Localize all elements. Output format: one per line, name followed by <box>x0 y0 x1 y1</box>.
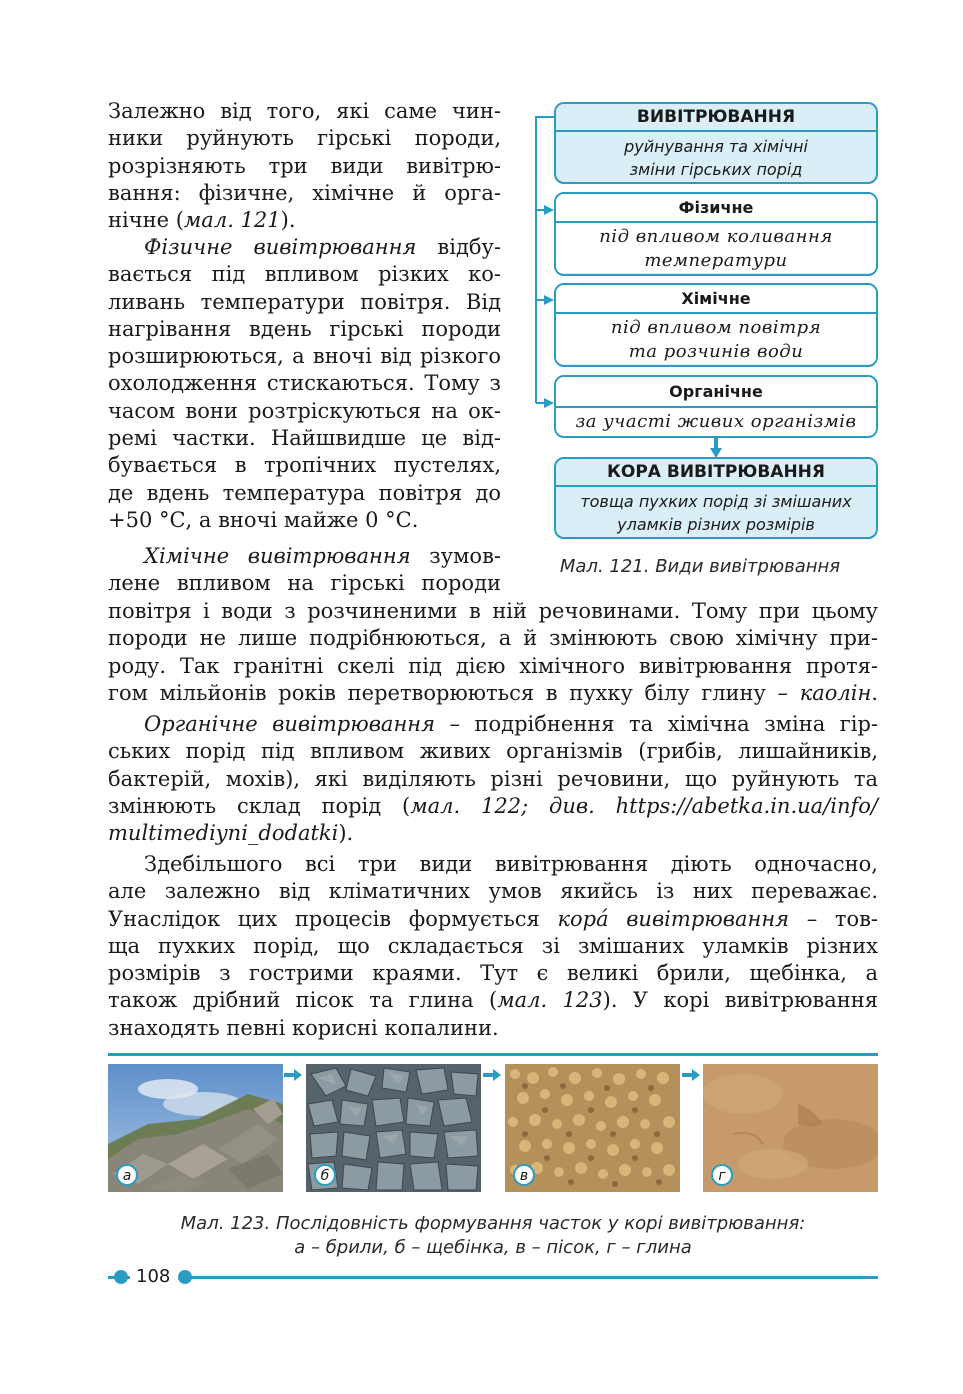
text-line: вається під впливом різких ко- <box>108 262 501 287</box>
page-footer <box>108 1268 878 1288</box>
text-line: Хімічне вивітрювання зумов- <box>144 544 501 568</box>
text-line: охолодження стискаються. Тому з <box>108 371 501 396</box>
box-weathering <box>554 102 878 184</box>
photo-boulders <box>108 1064 283 1192</box>
text-line: часом вони розтріскуються на ок- <box>108 398 501 423</box>
text-line: гом мільйонів років перетворюються в пухку білу глину – каолін. <box>108 680 878 705</box>
weathering-diagram <box>530 100 880 540</box>
term-organic-weathering: Органічне вивітрювання <box>144 712 436 736</box>
text-line: породи не лише подрібнюються, а й змінюють свою хімічну при- <box>108 626 878 651</box>
photo-label: б <box>314 1164 336 1186</box>
chemical-weathering-paragraph-cont <box>108 598 878 707</box>
intro-paragraph <box>108 98 501 234</box>
box-title: Органічне <box>556 377 876 406</box>
footer-dot-icon <box>114 1270 128 1284</box>
arrow-right-icon <box>284 1068 304 1082</box>
text-line: але залежно від кліматичних умов якийсь із них переважає. <box>108 879 878 904</box>
photo-label: а <box>116 1164 138 1186</box>
term-physical-weathering: Фізичне вивітрювання <box>144 235 417 259</box>
text-line: також дрібний пісок та глина (мал. 123). У корі вивітрювання <box>108 988 878 1013</box>
text-line: ники руйнують гірські породи, <box>108 126 501 151</box>
text-line: змінюють склад порід (мал. 122; див. https://abetka.in.ua/info/ <box>108 793 878 818</box>
photo-label: в <box>513 1164 535 1186</box>
organic-weathering-paragraph <box>108 711 878 847</box>
chemical-weathering-paragraph-start <box>108 543 501 598</box>
text-line: розмірів з гострими краями. Тут є великі брили, щебінка, а <box>108 961 878 986</box>
link-multimedia[interactable]: multimediyni_dodatki <box>108 821 339 846</box>
text-line: лене впливом на гірські породи <box>108 571 501 596</box>
box-title: КОРА ВИВІТРЮВАННЯ <box>556 459 876 485</box>
text-line: вання: фізичне, хімічне й орга- <box>108 180 501 205</box>
term-weathering-crust: кора́ вивітрювання <box>557 906 790 931</box>
section-divider <box>108 1053 878 1056</box>
figure-reference: мал. 123 <box>497 988 603 1013</box>
box-desc: товща пухких порід зі змішаних <box>580 492 852 511</box>
box-desc: температури <box>644 250 788 271</box>
photo-clay <box>703 1064 878 1192</box>
text-line: ливань температури повітря. Від <box>108 289 501 314</box>
caption-line: Мал. 123. Послідовність формування часток у корі вивітрювання: <box>180 1213 806 1234</box>
photo-label: г <box>711 1164 733 1186</box>
text-line: Залежно від того, які саме чин- <box>108 99 501 123</box>
box-desc: та розчинів води <box>628 341 804 362</box>
box-desc: під впливом повітря <box>610 317 822 338</box>
arrow-right-icon <box>682 1068 702 1082</box>
box-title: Хімічне <box>556 285 876 312</box>
arrow-right-icon <box>544 205 554 215</box>
box-title: ВИВІТРЮВАННЯ <box>556 104 876 130</box>
text-line: бактерій, мохів), які виділяють різні речовини, що руйнують та <box>108 766 878 791</box>
text-line: ремі частки. Найшвидше це від- <box>108 426 501 451</box>
caption-line: а – брили, б – щебінка, в – пісок, г – глина <box>294 1237 692 1258</box>
text-line: ських порід під впливом живих організмів (грибів, лишайників, <box>108 739 878 764</box>
box-physical <box>554 192 878 276</box>
text-line: розширюються, а вночі від різкого <box>108 344 501 369</box>
text-line: Унаслідок цих процесів формується кора́ вивітрювання – тов- <box>108 906 879 931</box>
text-line: нічне (мал. 121). <box>108 208 296 233</box>
box-desc: за участі живих організмів <box>575 411 857 432</box>
text-line: де вдень температура повітря до <box>108 480 501 505</box>
footer-rule <box>188 1276 878 1279</box>
text-line: multimediyni_dodatki). <box>108 821 354 846</box>
box-organic <box>554 375 878 438</box>
text-line: ща пухких порід, що складається зі змішаних уламків різних <box>108 933 878 958</box>
figure-reference: мал. 122; див. https://abetka.in.ua/info/ <box>410 793 878 818</box>
text-line: розрізняють три види вивітрю- <box>108 153 501 178</box>
box-desc: руйнування та хімічні <box>624 137 808 156</box>
box-desc: під впливом коливання <box>599 226 833 247</box>
text-line: роду. Так гранітні скелі під дією хімічного вивітрювання протя- <box>108 653 878 678</box>
photo-sand <box>505 1064 680 1192</box>
box-weathering-crust <box>554 457 878 539</box>
arrow-right-icon <box>483 1068 503 1082</box>
text-line: +50 °С, а вночі майже 0 °С. <box>108 507 419 532</box>
box-desc: зміни гірських порід <box>629 160 803 179</box>
arrow-right-icon <box>544 295 554 305</box>
figure-123-caption <box>108 1212 878 1260</box>
figure-121-caption: Мал. 121. Види вивітрювання <box>559 556 841 577</box>
box-chemical <box>554 283 878 367</box>
text-line: бувається в тропічних пустелях, <box>108 453 501 478</box>
text-line: повітря і води з розчиненими в ній речовинами. Тому при цьому <box>108 599 878 623</box>
text-line: нагрівання вдень гірські породи <box>108 316 501 341</box>
box-title: Фізичне <box>556 194 876 221</box>
term-chemical-weathering: Хімічне вивітрювання <box>144 544 411 568</box>
arrow-right-icon <box>544 398 554 408</box>
photo-gravel <box>306 1064 481 1192</box>
text-line: Здебільшого всі три види вивітрювання діють одночасно, <box>144 852 878 876</box>
term-kaolin: каолін <box>799 680 872 705</box>
page-number: 108 <box>136 1266 171 1287</box>
text-line: Фізичне вивітрювання відбу- <box>144 235 501 259</box>
figure-reference: мал. 121 <box>183 208 281 233</box>
summary-paragraph <box>108 851 878 1042</box>
physical-weathering-paragraph <box>108 234 501 534</box>
box-desc: уламків різних розмірів <box>617 515 815 534</box>
text-line: знаходять певні корисні копалини. <box>108 1015 499 1040</box>
text-line: Органічне вивітрювання – подрібнення та хімічна зміна гір- <box>144 712 878 736</box>
